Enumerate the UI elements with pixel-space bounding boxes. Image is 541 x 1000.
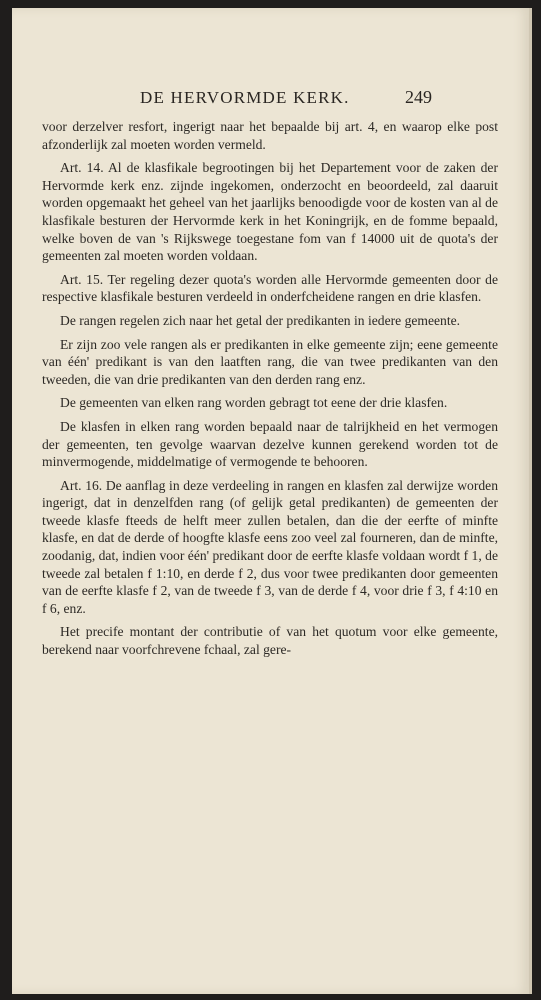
paragraph: De gemeenten van elken rang worden gebragt tot eene der drie klasfen. bbox=[60, 395, 448, 411]
running-title: DE HERVORMDE KERK. bbox=[140, 88, 350, 107]
paragraph: voor derzelver resfort, ingerigt naar het bepaalde bij art. 4, en waarop elke post afzonderlijk zal moeten worden vermeld. bbox=[42, 119, 498, 152]
page-header bbox=[12, 88, 529, 114]
paragraph: Het precife montant der contributie of van het quotum voor elke gemeente, berekend naar voorfchrevene fchaal, zal gere- bbox=[42, 624, 498, 658]
paragraph: De klasfen in elken rang worden bepaald naar de talrijkheid en het vermogen der gemeenten, ten gevolge waarvan dezelve kunnen gerekend worden tot de minvermogende, middelmatige of vermogende te behooren. bbox=[42, 418, 498, 470]
body-text bbox=[42, 118, 498, 665]
page-number: 249 bbox=[405, 87, 432, 107]
paragraph: De rangen regelen zich naar het getal der predikanten in iedere gemeente. bbox=[60, 312, 461, 328]
paragraph-art-16: Art. 16. De aanflag in deze verdeeling in rangen en klasfen zal derwijze worden ingerigt, dat in denzelfden rang (of gelijk getal predikanten) de gemeenten der tweede klasfe fteeds de helft meer zullen betalen, dan die der eerfte of minfte klasfe, en dat de derde of hoogfte klasfe eens zoo veel zal fourneren, dan de minfte, zoodanig, dat, indien voor één' predikant door de eerfte klasfe voldaan wordt f 1, de tweede zal betalen f 1:10, en derde f 2, dus voor twee predikanten door gemeenten van de eerfte klasfe f 2, van de tweede f 3, van de derde f 4, voor drie f 3, f 4:10 en f 6, enz. bbox=[42, 477, 498, 616]
paragraph: Er zijn zoo vele rangen als er predikanten in elke gemeente zijn; eene gemeente van één' predikant is van den laatften rang, die van twee predikanten van den tweeden, die van drie predikanten van den derden rang enz. bbox=[42, 336, 498, 387]
paragraph-art-15: Art. 15. Ter regeling dezer quota's worden alle Hervormde gemeenten door de respective klasfikale besturen verdeeld in onderfcheidene rangen en drie klasfen. bbox=[42, 271, 498, 305]
book-page bbox=[12, 8, 532, 994]
paragraph-art-14: Art. 14. Al de klasfikale begrootingen bij het Departement voor de zaken der Hervormde kerk enz. zijnde ingekomen, onderzocht en beoordeeld, zal daaruit worden opgemaakt het geheel van het jaarlijks benoodigde voor de kosten van al de klasfikale besturen der Hervormde kerk in het Koningrijk, en de fomme bepaald, welke boven de van 's Rijkswege toegestane fom van f 14000 uit de quota's der gemeenten zal moeten worden voldaan. bbox=[42, 160, 498, 264]
